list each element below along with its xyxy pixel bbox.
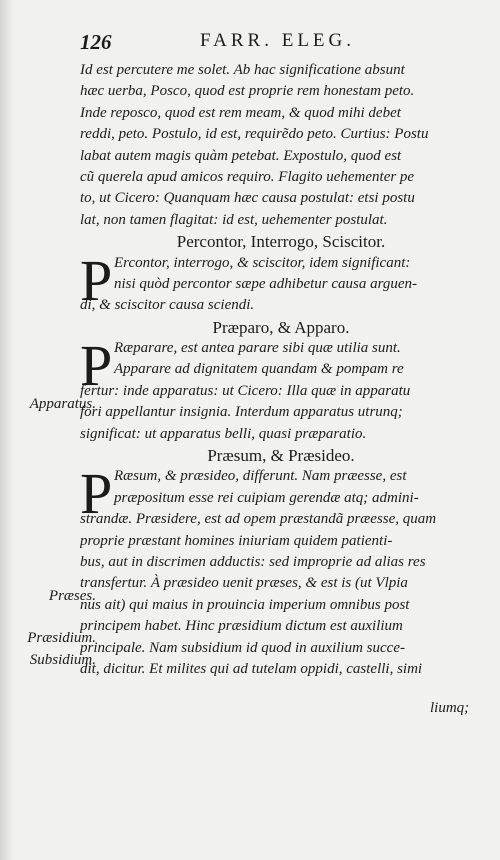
text-line: dit, dicitur. Et milites qui ad tutelam oppidi, castelli, simi [80,660,423,677]
text-line: to, ut Cicero: Quanquam hæc causa postulat: etsi postu [80,190,415,207]
text-line: bus, aut in discrimen adductis: sed improprie ad alias res [80,553,426,570]
margin-note-praesidium: Præsidium. [27,630,96,646]
margin-note-praeses: Præses. [48,588,96,604]
margin-note-subsidium: Subsidium. [29,652,96,668]
text-line: labat autem magis quàm petebat. Expostulo, quod est [80,147,402,164]
text-line: Apparare ad dignitatem quandam & pompam re [114,361,404,378]
drop-cap-praeparo: P [80,343,113,389]
text-line: principem habet. Hinc præsidium dictum est auxilium [80,618,403,635]
text-line: transfertur. À præsideo uenit præses, & est is (ut Vlpia [80,575,408,592]
text-line: significat: ut apparatus belli, quasi præparatio. [80,425,367,442]
section-heading-percontor: Percontor, Interrogo, Sciscitor. [176,232,386,252]
text-line: præpositum esse rei cuipiam gerendæ atq; admini- [114,489,419,506]
text-line: fori appellantur insignia. Interdum apparatus utrunq; [80,404,403,421]
text-line: hæc uerba, Posco, quod est proprie rem honestam peto. [80,83,415,100]
text-line: cũ querela apud amicos requiro. Flagito uehementer pe [80,168,415,185]
running-head: FARR. ELEG. [200,30,356,51]
text-line: lat, non tamen flagitat: id est, uehementer postulat. [80,211,388,228]
text-line: fertur: inde apparatus: ut Cicero: Illa quæ in apparatu [80,382,411,399]
section-heading-praesum: Præsum, & Præsideo. [207,446,355,466]
margin-note-apparatus: Apparatus. [29,396,96,412]
text-line: di, & sciscitor causa sciendi. [80,297,255,314]
text-line: proprie præstant homines iniuriam quidem patienti- [80,532,393,549]
section-heading-praeparo: Præparo, & Apparo. [212,317,350,337]
text-line: Ræparare, est antea parare sibi quæ utilia sunt. [114,340,401,357]
text-line: strandæ. Præsidere, est ad opem præstandã præesse, quam [80,511,437,528]
text-line: principale. Nam subsidium id quod in auxilium succe- [80,639,405,656]
text-line: reddi, peto. Postulo, id est, requirẽdo peto. Curtius: Postu [80,126,429,143]
text-line: nus ait) qui maius in prouincia imperium omnibus post [80,596,410,613]
gutter-shadow [0,0,14,860]
body-text [80,60,482,680]
text-line: Inde reposco, quod est rem meam, & quod mihi debet [80,104,401,121]
page-number: 126 [80,30,112,54]
text-line: Ræsum, & præsideo, differunt. Nam præesse, est [114,468,407,485]
drop-cap-praesum: P [80,471,113,517]
drop-cap-percontor: P [80,258,113,304]
text-line: Ercontor, interrogo, & sciscitor, idem significant: [114,254,411,271]
text-line: Id est percutere me solet. Ab hac significatione absunt [80,62,405,78]
page-header [80,30,480,54]
text-line: nisi quòd percontor sæpe adhibetur causa arguen- [114,275,418,292]
catchword: liumq; [430,700,470,716]
